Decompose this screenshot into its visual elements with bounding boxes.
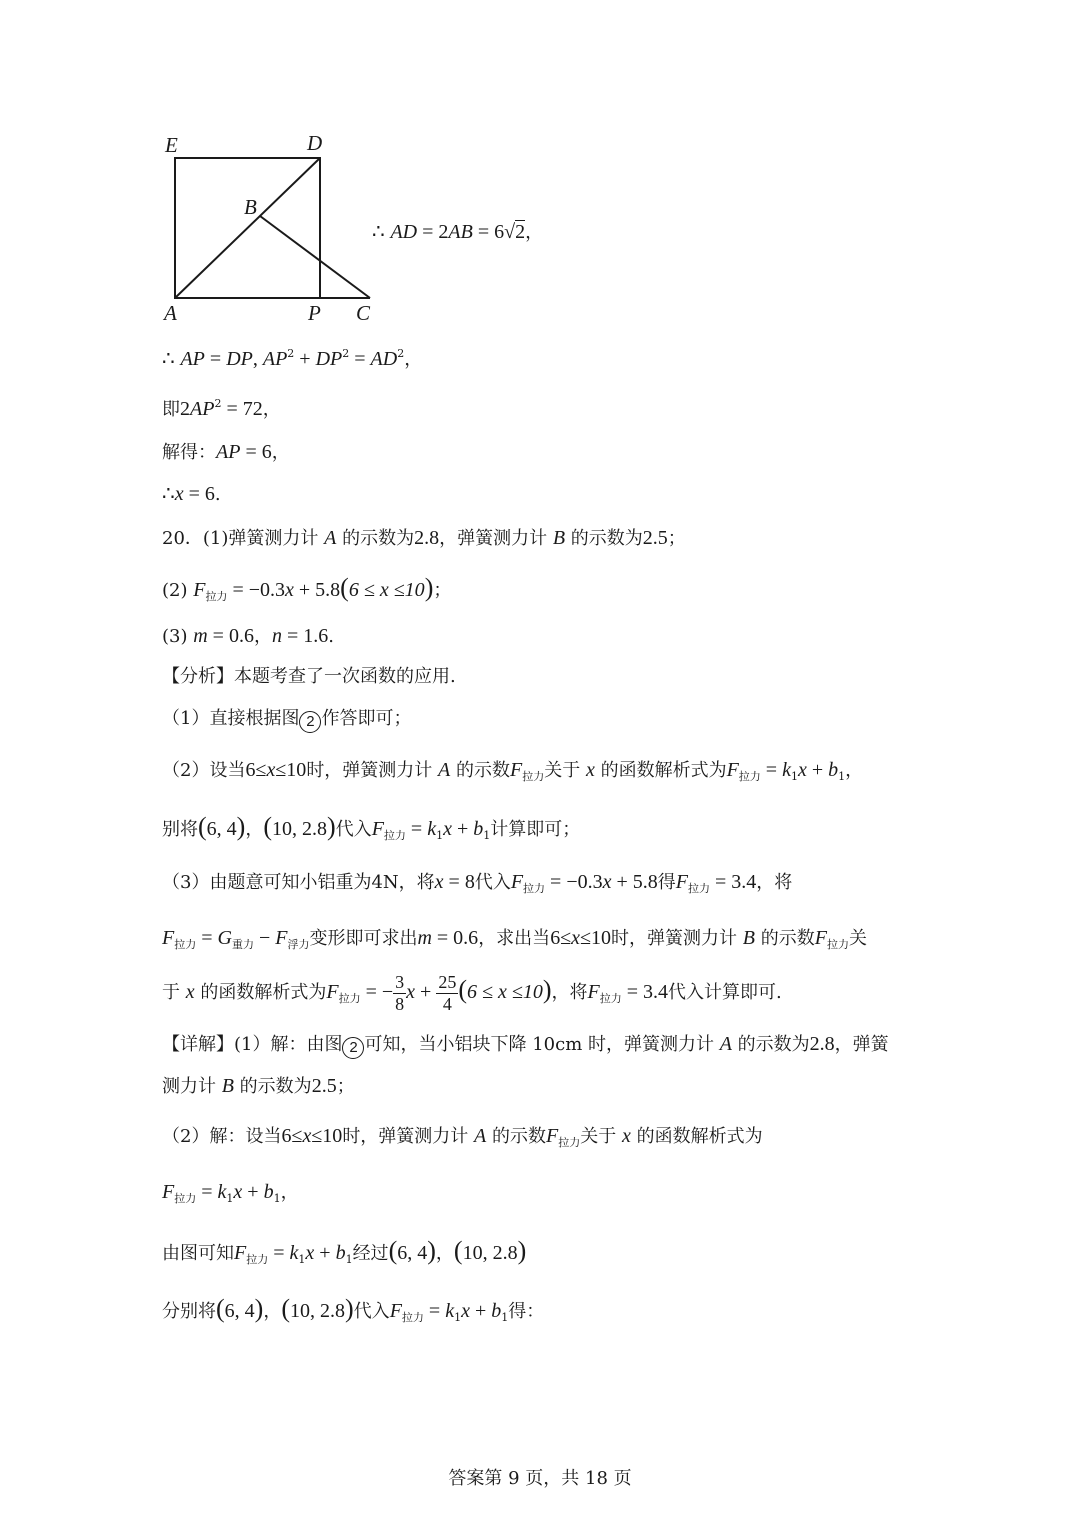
label-D: D [307,131,323,155]
analysis-1: （1）直接根据图 2 作答即可； [162,710,411,733]
detail-2-formula: $F_{拉力} = k_1x + b_1$， [162,1181,299,1205]
label-C: C [356,301,371,325]
answer-20-part1: 20．(1)弹簧测力计 A 的示数为2.8，弹簧测力计 B 的示数为2.5； [162,527,686,549]
label-B: B [244,195,257,219]
detail-1-cont: 测力计 B 的示数为2.5； [162,1075,355,1097]
analysis-3: （3）由题意可知小铝重为4N，将x = 8代入$F_{拉力} = -0.3x + 5.8$得$F_{拉力} = 3.4$，将 [162,871,793,895]
analysis-2-cont: 别将(6, 4)，(10, 2.8)代入$F_{拉力} = k_1x + b_1$计算即可； [162,812,581,842]
step-solve-ap: 解得：AP = 6， [162,441,290,463]
circled-number: 2 [299,711,321,733]
answer-20-part3: (3) m = 0.6，n = 1.6. [162,625,334,647]
geometry-figure [160,128,390,328]
analysis-3-cont: $F_{拉力} = G_{重力} - F_{浮力}$变形即可求出m = 0.6，求出当6≤x≤10时，弹簧测力计 B 的示数$F_{拉力}$关 [162,927,867,951]
circled-number: 2 [342,1037,364,1059]
page-footer: 答案第 9 页，共 18 页 [448,1468,632,1489]
label-A: A [164,301,177,325]
segment-AD [175,158,320,298]
fraction-25-4: $\frac{25}{4}$ [438,972,457,1014]
label-P: P [308,301,321,325]
analysis-3-cont2: 于 x 的函数解析式为$F_{拉力}$ = − $\frac{3}{8}$ x + $\frac{25}{4}$ (6 ≤ x ≤10)，将$F_{拉力} = 3.4$代入计算即可. [162,972,782,1014]
detail-2: （2）解：设当6≤x≤10时，弹簧测力计 A 的示数$F_{拉力}$关于 x 的函数解析式为 [162,1125,763,1149]
detail-1: 【详解】(1）解：由图 2 可知，当小铝块下降 10cm 时，弹簧测力计 A 的示数为2.8，弹簧 [162,1034,889,1059]
analysis-heading: 【分析】本题考查了一次函数的应用. [162,666,456,687]
segment-BC [260,216,370,298]
detail-2-points: 由图可知$F_{拉力} = k_1x + b_1$经过(6, 4)，(10, 2.8) [162,1236,527,1266]
detail-2-substitute: 分别将(6, 4)，(10, 2.8)代入$F_{拉力} = k_1x + b_1$得： [162,1294,545,1324]
step-ad-length: ∴ AD = 2AB = 6√2， [372,221,544,243]
step-2ap2: 即$2AP^2 = 72$， [162,397,281,420]
step-x-equals: ∴x = 6. [162,483,221,505]
step-ap-dp: ∴ AP = DP, $AP^2 + DP^2 = AD^2$， [162,347,423,370]
analysis-2: （2）设当6≤x≤10时，弹簧测力计 A 的示数$F_{拉力}$关于 x 的函数解析式为$F_{拉力} = k_1x + b_1$， [162,759,864,783]
fraction-3-8: $\frac{3}{8}$ [395,972,405,1014]
label-E: E [165,133,178,157]
answer-20-part2: (2) $F_{拉力} = -0.3x + 5.8(6 \le x \le 10)$； [162,573,452,603]
